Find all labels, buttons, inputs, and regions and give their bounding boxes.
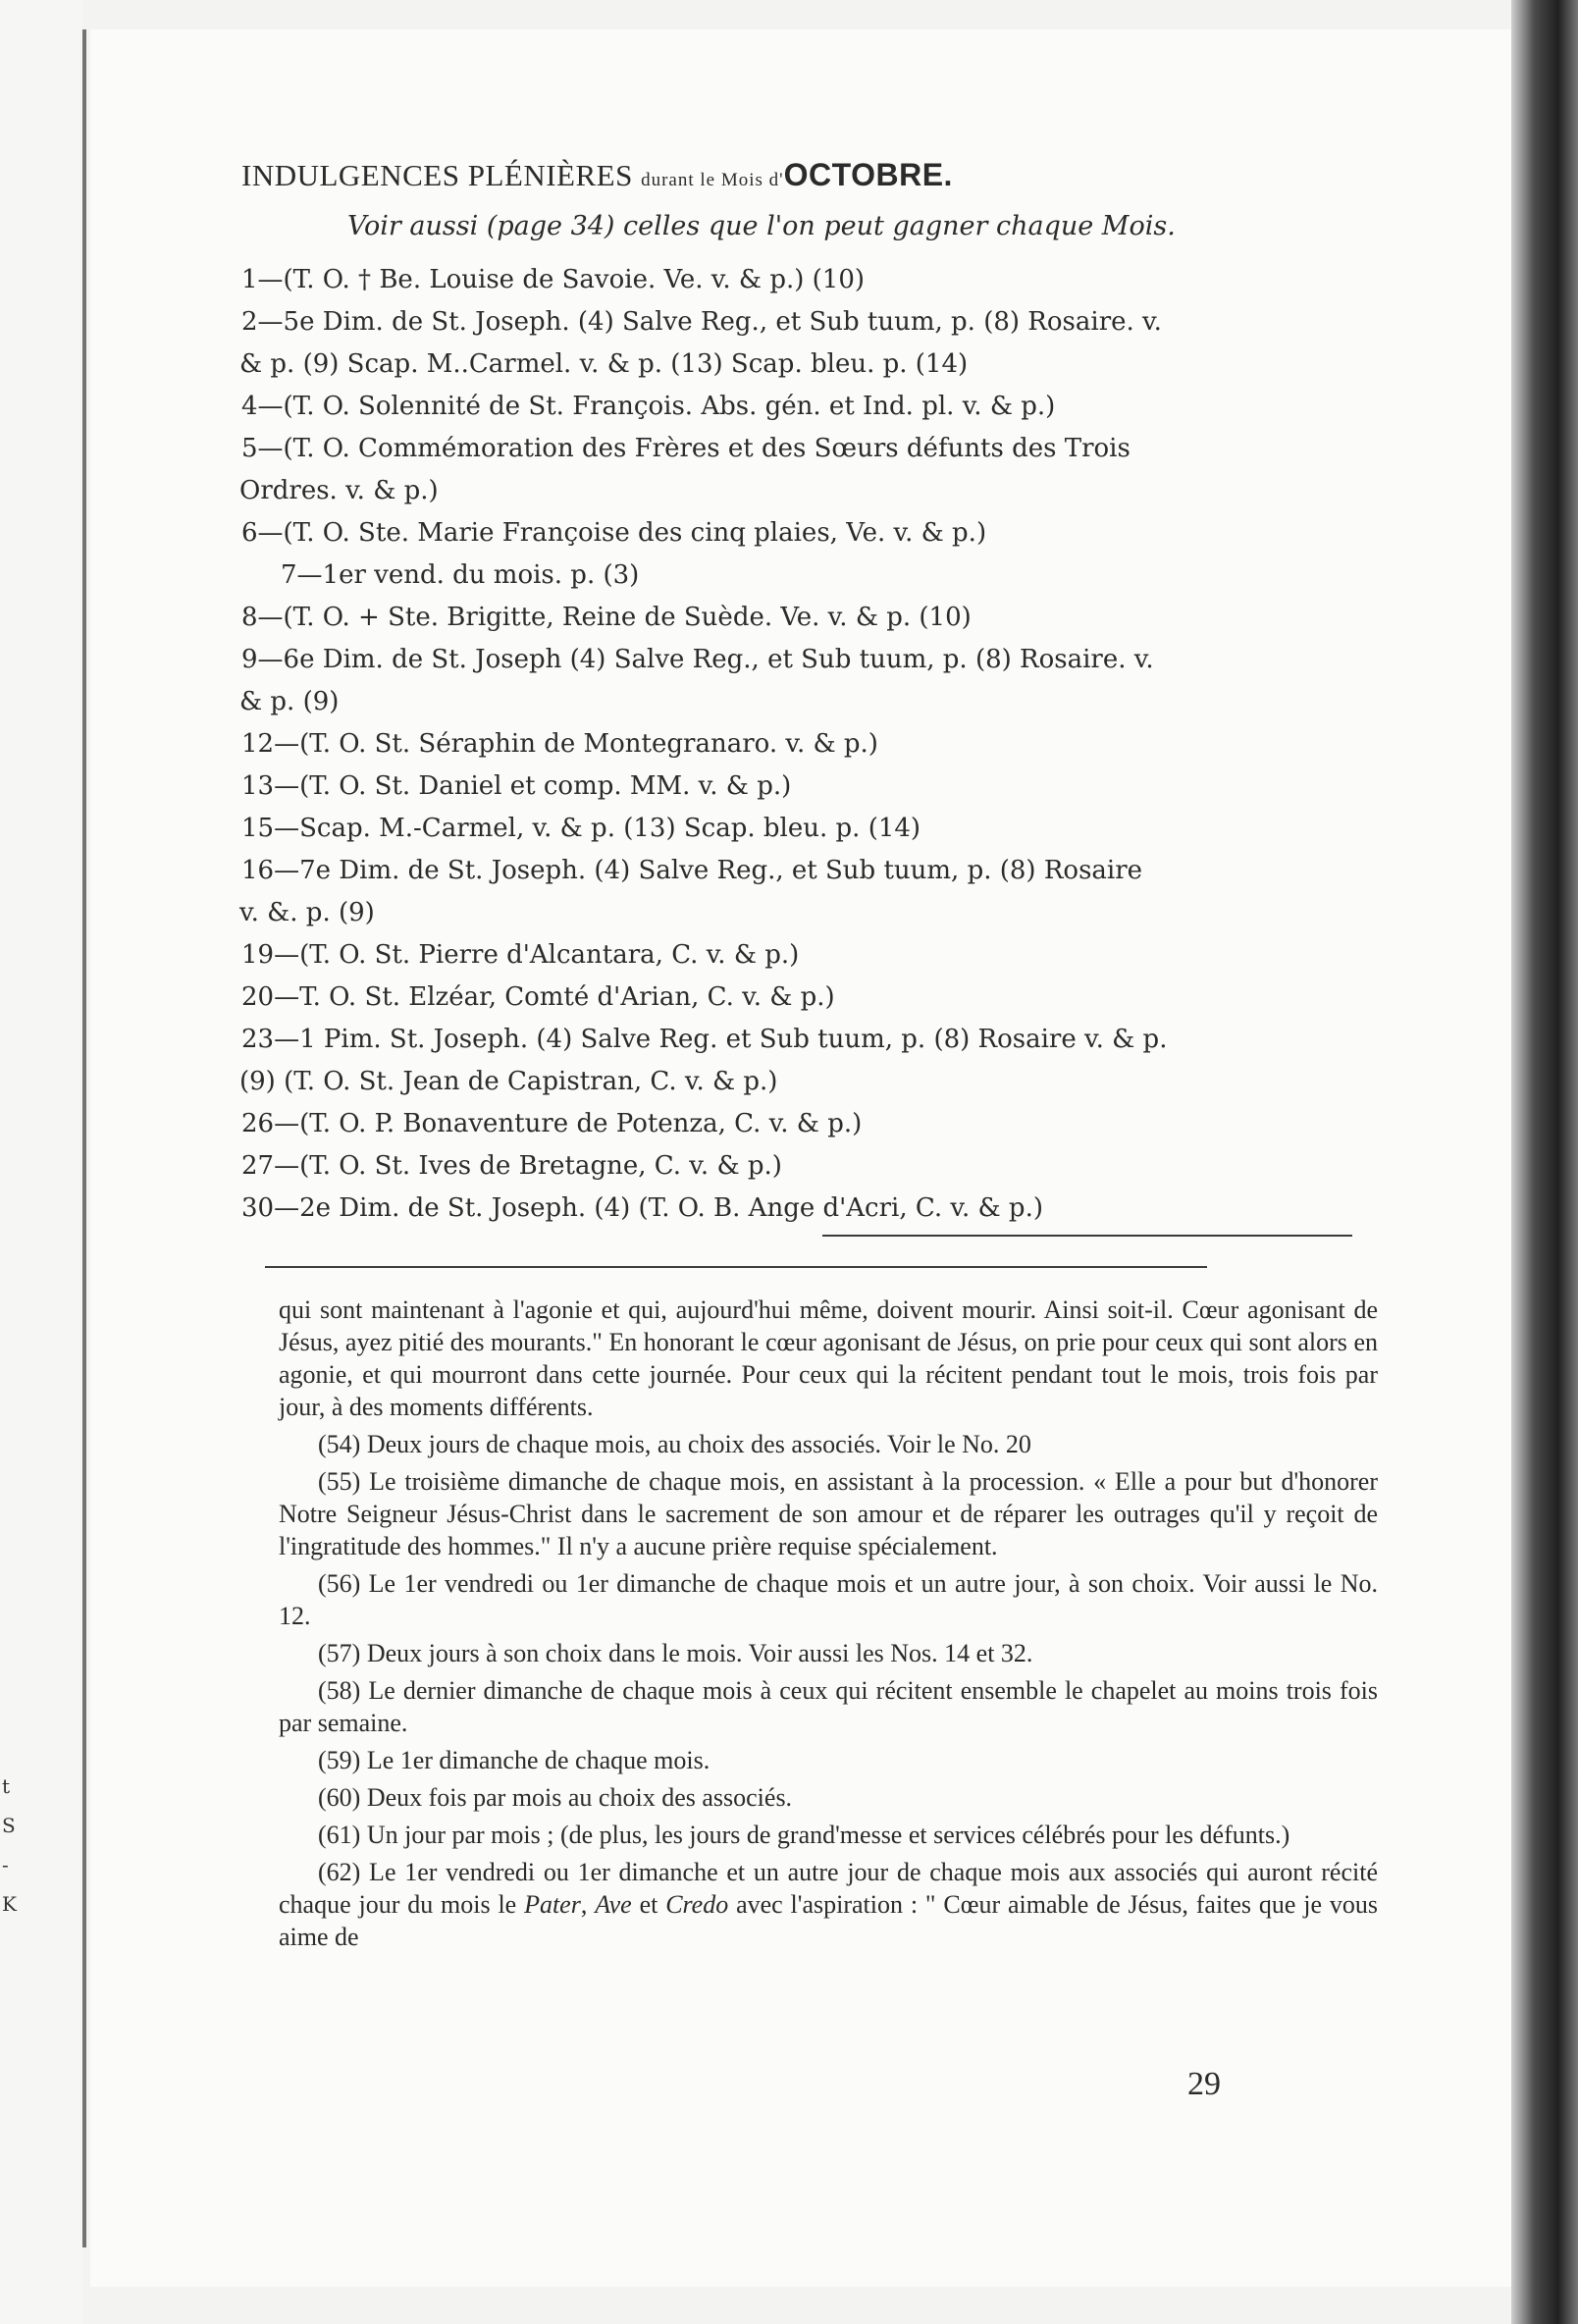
calendar-entry: 12—(T. O. St. Séraphin de Montegranaro. v. & p.)	[241, 729, 878, 759]
footnote-56: (56) Le 1er vendredi ou 1er dimanche de chaque mois et un autre jour, à son choix. Voir aussi le No. 12.	[279, 1569, 1378, 1630]
footnote-61: (61) Un jour par mois ; (de plus, les jours de grand'messe et services célébrés pour les défunts.)	[318, 1821, 1290, 1849]
footnote-57: (57) Deux jours à son choix dans le mois. Voir aussi les Nos. 14 et 32.	[318, 1639, 1033, 1667]
calendar-entry-continuation: (9) (T. O. St. Jean de Capistran, C. v. & p.)	[239, 1067, 778, 1096]
footnote-58: (58) Le dernier dimanche de chaque mois à ceux qui récitent ensemble le chapelet au moins trois fois par semaine.	[279, 1676, 1378, 1737]
calendar-entry: 20—T. O. St. Elzéar, Comté d'Arian, C. v. & p.)	[241, 982, 835, 1012]
divider-rule-lower	[265, 1266, 1207, 1268]
calendar-entry: 13—(T. O. St. Daniel et comp. MM. v. & p.)	[241, 771, 792, 801]
footnote-60: (60) Deux fois par mois au choix des associés.	[318, 1783, 793, 1812]
calendar-entry: 4—(T. O. Solennité de St. François. Abs. gén. et Ind. pl. v. & p.)	[241, 392, 1056, 421]
calendar-entry: 6—(T. O. Ste. Marie Françoise des cinq plaies, Ve. v. & p.)	[241, 518, 987, 548]
page-number: 29	[1187, 2066, 1221, 2102]
calendar-entry: 19—(T. O. St. Pierre d'Alcantara, C. v. & p.)	[241, 940, 800, 970]
page-edge-shadow	[1511, 0, 1578, 2324]
page-title	[241, 157, 1360, 193]
calendar-entry: 7—1er vend. du mois. p. (3)	[281, 560, 640, 590]
calendar-entry: 8—(T. O. + Ste. Brigitte, Reine de Suède. Ve. v. & p. (10)	[241, 603, 972, 632]
calendar-entry-continuation: & p. (9)	[239, 687, 340, 716]
calendar-entry-continuation: v. &. p. (9)	[239, 898, 375, 927]
subtitle: Voir aussi (page 34) celles que l'on peut gagner chaque Mois.	[347, 211, 1176, 241]
margin-marks: t S - K	[2, 1774, 17, 1916]
footnote-62: (62) Le 1er vendredi ou 1er dimanche et un autre jour de chaque mois aux associés qui auront récité chaque jour du mois le Pater, Ave et Credo avec l'aspiration : " Cœur aimable de Jésus, faites que je vous aime de	[279, 1858, 1379, 1951]
left-margin	[0, 0, 82, 2324]
calendar-entry: 30—2e Dim. de St. Joseph. (4) (T. O. B. Ange d'Acri, C. v. & p.)	[241, 1193, 1043, 1223]
calendar-entry: 9—6e Dim. de St. Joseph (4) Salve Reg., et Sub tuum, p. (8) Rosaire. v.	[241, 645, 1154, 674]
calendar-entry: 27—(T. O. St. Ives de Bretagne, C. v. & p.)	[241, 1151, 782, 1181]
calendar-entry: 1—(T. O. † Be. Louise de Savoie. Ve. v. & p.) (10)	[241, 265, 866, 294]
calendar-entry: 15—Scap. M.-Carmel, v. & p. (13) Scap. bleu. p. (14)	[241, 814, 921, 843]
title-small: durant le Mois d'	[641, 170, 784, 190]
title-month: OCTOBRE.	[783, 157, 953, 192]
footnote-59: (59) Le 1er dimanche de chaque mois.	[318, 1746, 710, 1774]
calendar-entry-continuation: Ordres. v. & p.)	[239, 476, 439, 505]
title-main: INDULGENCES PLÉNIÈRES	[241, 158, 633, 192]
footnote-55: (55) Le troisième dimanche de chaque mois, en assistant à la procession. « Elle a pour but d'honorer Notre Seigneur Jésus-Christ dans le sacrement de son amour et de réparer les outrages qu'il y reçoit de l'ingratitude des hommes." Il n'y a aucune prière requise spécialement.	[279, 1467, 1378, 1560]
binding-line	[82, 29, 86, 2247]
footnote-continuation: qui sont maintenant à l'agonie et qui, aujourd'hui même, doivent mourir. Ainsi soit-il. Cœur agonisant de Jésus, ayez pitié des mourants." En honorant le cœur agonisant de Jésus, on prie pour ceux qui sont alors en agonie, et qui mourront dans cette journée. Pour ceux qui la récitent pendant tout le mois, trois fois par jour, à des moments différents.	[279, 1295, 1378, 1421]
calendar-entry: 5—(T. O. Commémoration des Frères et des Sœurs défunts des Trois	[241, 434, 1131, 463]
calendar-entry: 16—7e Dim. de St. Joseph. (4) Salve Reg., et Sub tuum, p. (8) Rosaire	[241, 856, 1143, 885]
calendar-entry: 2—5e Dim. de St. Joseph. (4) Salve Reg., et Sub tuum, p. (8) Rosaire. v.	[241, 307, 1162, 337]
footnotes	[279, 1294, 1378, 1958]
calendar-entry: 26—(T. O. P. Bonaventure de Potenza, C. v. & p.)	[241, 1109, 863, 1138]
calendar-column	[241, 157, 1360, 1230]
calendar-entry-continuation: & p. (9) Scap. M..Carmel. v. & p. (13) Scap. bleu. p. (14)	[239, 349, 969, 379]
calendar-entry: 23—1 Pim. St. Joseph. (4) Salve Reg. et Sub tuum, p. (8) Rosaire v. & p.	[241, 1025, 1168, 1054]
footnote-54: (54) Deux jours de chaque mois, au choix des associés. Voir le No. 20	[318, 1430, 1031, 1458]
divider-rule-upper	[822, 1235, 1352, 1237]
